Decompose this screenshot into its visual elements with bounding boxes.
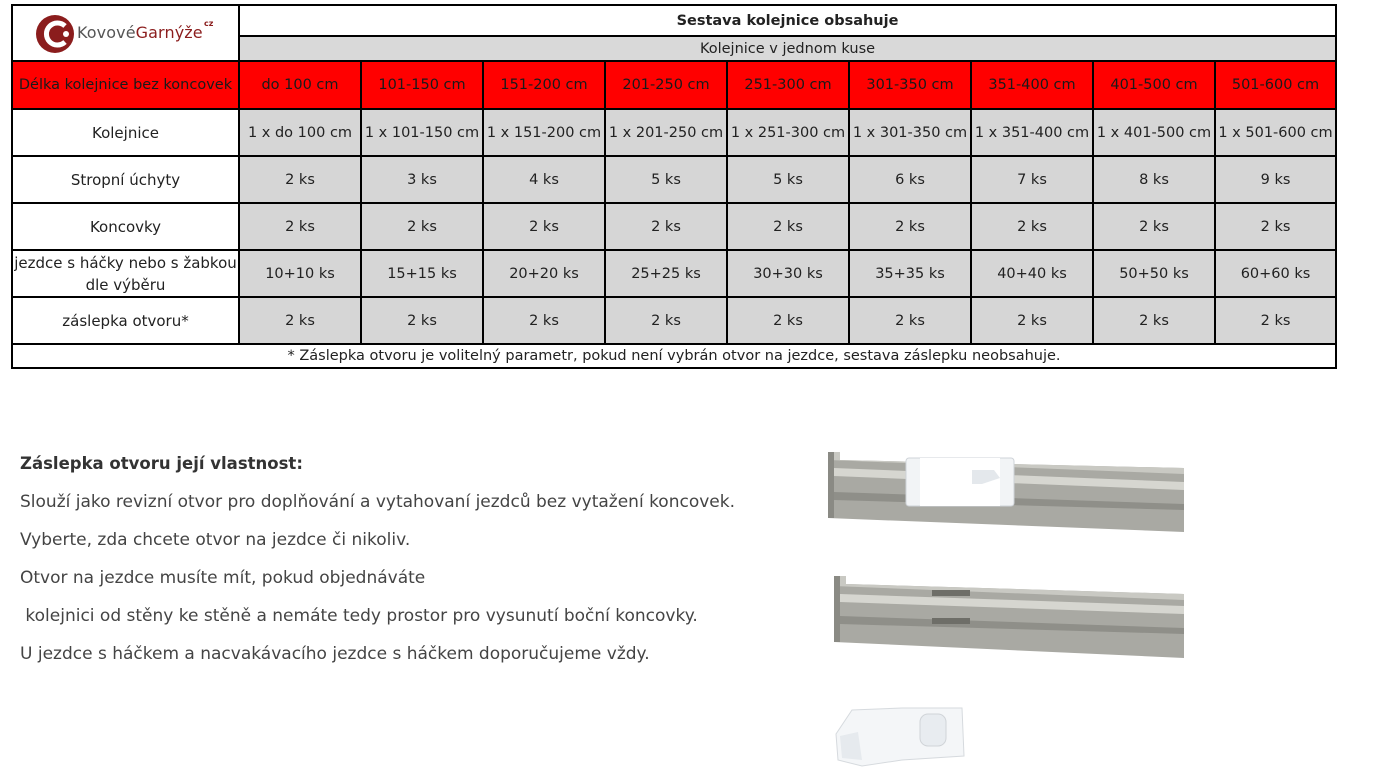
table-cell: 1 x 501-600 cm (1215, 109, 1336, 156)
logo-text: KovovéGarnýže (77, 23, 203, 42)
table-cell: 2 ks (239, 297, 361, 344)
table-row (12, 109, 1336, 156)
column-header: 101-150 cm (361, 61, 483, 109)
table-cell: 8 ks (1093, 156, 1215, 203)
column-header: do 100 cm (239, 61, 361, 109)
table-cell: 1 x 351-400 cm (971, 109, 1093, 156)
table-cell: 1 x 101-150 cm (361, 109, 483, 156)
table-row (12, 156, 1336, 203)
row-label: Kolejnice (12, 109, 239, 156)
column-header: 351-400 cm (971, 61, 1093, 109)
row-label: Stropní úchyty (12, 156, 239, 203)
table-cell: 7 ks (971, 156, 1093, 203)
table-cell: 5 ks (605, 156, 727, 203)
table-cell: 4 ks (483, 156, 605, 203)
table-cell: 2 ks (239, 203, 361, 250)
table-cell: 2 ks (1093, 297, 1215, 344)
description-line: U jezdce s háčkem a nacvakávacího jezdce s háčkem doporučujeme vždy. (20, 644, 650, 664)
rail-set-table (11, 4, 1337, 369)
description-line: Slouží jako revizní otvor pro doplňování a vytahovaní jezdců bez vytažení koncovek. (20, 492, 735, 512)
table-cell: 25+25 ks (605, 250, 727, 297)
table-cell: 2 ks (1215, 297, 1336, 344)
logo-mark-icon (35, 14, 75, 54)
table-title: Sestava kolejnice obsahuje (239, 5, 1336, 36)
table-cell: 20+20 ks (483, 250, 605, 297)
table-cell: 60+60 ks (1215, 250, 1336, 297)
column-header: 301-350 cm (849, 61, 971, 109)
table-cell: 6 ks (849, 156, 971, 203)
table-cell: 15+15 ks (361, 250, 483, 297)
table-cell: 2 ks (727, 297, 849, 344)
hole-cap-image (832, 700, 972, 772)
table-cell: 2 ks (727, 203, 849, 250)
table-cell: 1 x do 100 cm (239, 109, 361, 156)
table-cell: 10+10 ks (239, 250, 361, 297)
table-row (12, 297, 1336, 344)
row-label: záslepka otvoru* (12, 297, 239, 344)
logo-cell (12, 5, 239, 61)
rail-with-cap-image (822, 438, 1184, 533)
description-line: kolejnici od stěny ke stěně a nemáte tedy prostor pro vysunutí boční koncovky. (20, 606, 698, 626)
header-row (12, 61, 1336, 109)
table-cell: 2 ks (849, 297, 971, 344)
table-row (12, 250, 1336, 297)
table-cell: 2 ks (483, 203, 605, 250)
table-footnote: * Záslepka otvoru je volitelný parametr, pokud není vybrán otvor na jezdce, sestava záslepku neobsahuje. (12, 344, 1336, 368)
column-header: 401-500 cm (1093, 61, 1215, 109)
table-cell: 1 x 251-300 cm (727, 109, 849, 156)
description-line: Otvor na jezdce musíte mít, pokud objednáváte (20, 568, 426, 588)
description-line: Vyberte, zda chcete otvor na jezdce či nikoliv. (20, 530, 411, 550)
table-cell: 9 ks (1215, 156, 1336, 203)
header-label: Délka kolejnice bez koncovek (12, 61, 239, 109)
table-cell: 2 ks (971, 297, 1093, 344)
table-cell: 1 x 201-250 cm (605, 109, 727, 156)
table-cell: 2 ks (1093, 203, 1215, 250)
table-cell: 2 ks (605, 297, 727, 344)
table-cell: 1 x 151-200 cm (483, 109, 605, 156)
table-cell: 5 ks (727, 156, 849, 203)
table-cell: 40+40 ks (971, 250, 1093, 297)
table-cell: 1 x 301-350 cm (849, 109, 971, 156)
column-header: 151-200 cm (483, 61, 605, 109)
table-cell: 30+30 ks (727, 250, 849, 297)
table-cell: 2 ks (849, 203, 971, 250)
rail-with-hole-image (828, 568, 1184, 663)
table-cell: 1 x 401-500 cm (1093, 109, 1215, 156)
table-cell: 2 ks (1215, 203, 1336, 250)
row-label: Koncovky (12, 203, 239, 250)
row-label: jezdce s háčky nebo s žabkou dle výběru (12, 250, 239, 297)
table-cell: 2 ks (239, 156, 361, 203)
hole-cap-description (20, 448, 780, 676)
table-subtitle: Kolejnice v jednom kuse (239, 36, 1336, 61)
table-cell: 2 ks (361, 297, 483, 344)
description-heading: Záslepka otvoru její vlastnost: (20, 454, 303, 473)
table-cell: 2 ks (361, 203, 483, 250)
column-header: 251-300 cm (727, 61, 849, 109)
table-cell: 35+35 ks (849, 250, 971, 297)
table-cell: 3 ks (361, 156, 483, 203)
table-cell: 2 ks (605, 203, 727, 250)
table-row (12, 203, 1336, 250)
column-header: 501-600 cm (1215, 61, 1336, 109)
table-cell: 2 ks (971, 203, 1093, 250)
table-cell: 2 ks (483, 297, 605, 344)
logo-cz: cz (204, 19, 214, 28)
brand-logo (13, 6, 238, 60)
column-header: 201-250 cm (605, 61, 727, 109)
table-cell: 50+50 ks (1093, 250, 1215, 297)
